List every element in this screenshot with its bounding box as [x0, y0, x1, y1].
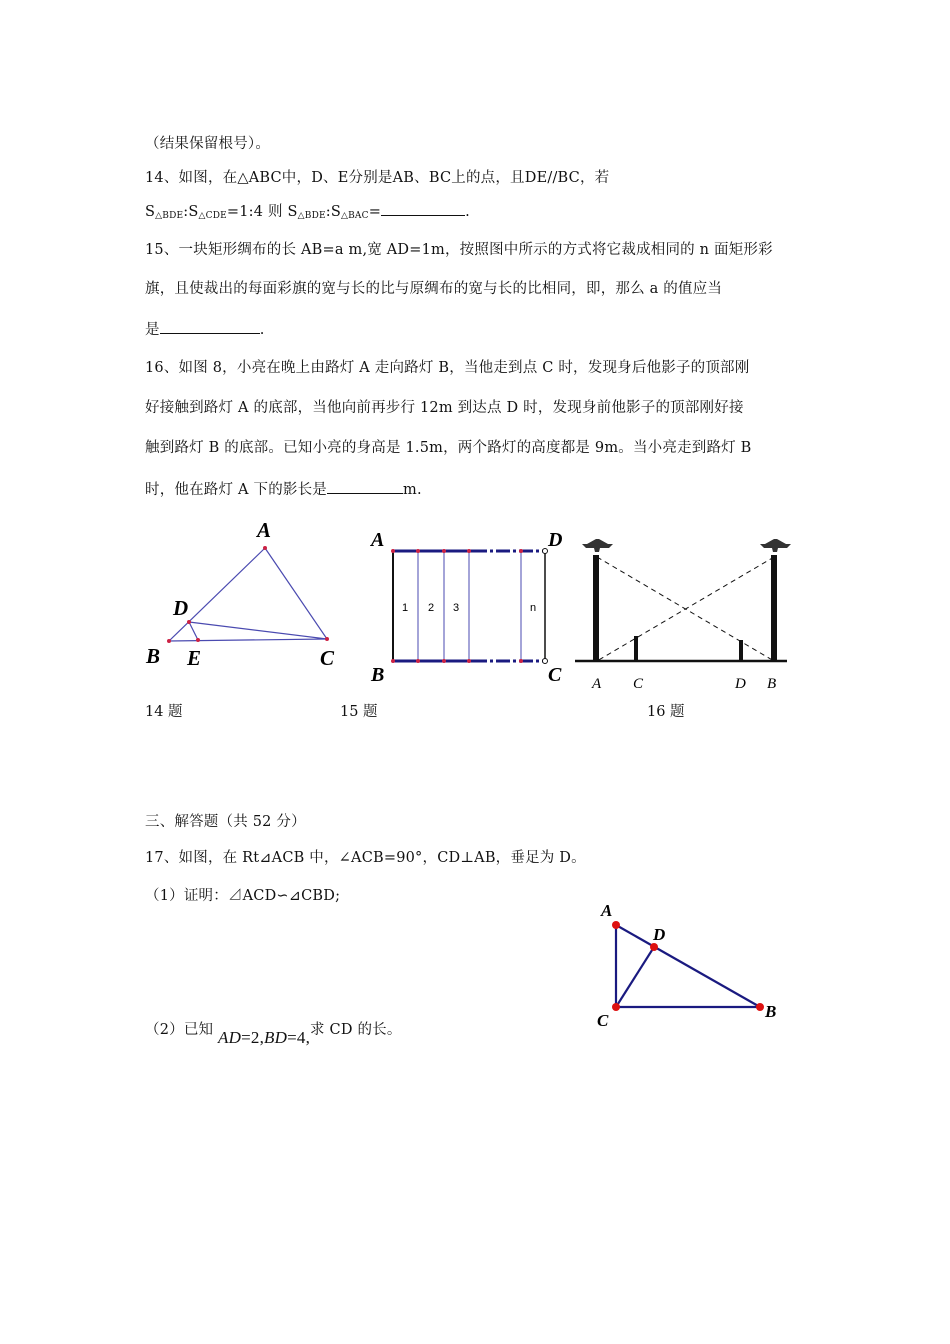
fig14-point-e [196, 638, 200, 642]
question-14-ratio: $S_{\triangle BDE}:S_{\triangle CDE}=1:4$ 则 $S_{\triangle BDE}:S_{\triangle BAC}=$ . [145, 200, 470, 221]
question-15-line2: 旗，且使裁出的每面彩旗的宽与长的比与原绸布的宽与长的比相同，即，那么 a 的值应当 [145, 281, 723, 297]
figure-14 [140, 515, 355, 675]
question-16-line2: 好接触到路灯 A 的底部，当他向前再步行 12m 到达点 D 时，发现身前他影子的顶部刚好接 [145, 400, 744, 416]
question-15-line3: 是 . [145, 318, 265, 339]
fig14-label-c: C [320, 646, 335, 670]
fig14-segment-dc [189, 622, 327, 639]
answer-blank-16 [327, 479, 403, 494]
question-16-line3: 触到路灯 B 的底部。已知小亮的身高是 1.5m，两个路灯的高度都是 9m。当小亮走到路灯 B [145, 440, 752, 456]
question-16-line1: 16、如图 8，小亮在晚上由路灯 A 走向路灯 B，当他走到点 C 时，发现身后他影子的顶部刚 [145, 360, 750, 376]
fig15-flag-n: n [530, 602, 537, 614]
fig14-label-e: E [187, 646, 202, 670]
fig15-flag-3: 3 [453, 602, 460, 614]
fig16-lamp-post-b [771, 555, 777, 661]
fig16-lamp-head-b [760, 539, 791, 552]
fig15-flag-2: 2 [428, 602, 435, 614]
fig17-point-c [612, 1003, 620, 1011]
fig16-lamp-head-a [582, 539, 613, 552]
fig14-segment-de [189, 622, 198, 640]
caption-15: 15 题 [340, 704, 378, 720]
line-result-note: （结果保留根号）。 [145, 136, 271, 152]
question-15-line1: 15、一块矩形绸布的长 AB=a m,宽 AD=1m，按照图中所示的方式将它裁成相同的 n 面矩形彩 [145, 242, 773, 258]
fig16-label-c: C [633, 676, 644, 692]
fig16-person-at-c [634, 636, 638, 661]
fig14-point-b [167, 639, 171, 643]
fig14-side-bc [169, 639, 327, 641]
fig15-label-c: C [548, 664, 562, 686]
question-17-part-1: （1）证明：⊿ACD∽⊿CBD; [145, 888, 341, 904]
fig14-side-ab [169, 548, 265, 641]
fig16-person-at-d [739, 640, 743, 661]
figure-16 [575, 530, 795, 695]
fig14-label-b: B [146, 644, 161, 668]
question-16-line4: 时，他在路灯 A 下的影长是 m. [145, 478, 422, 499]
fig17-side-ab [616, 925, 760, 1007]
fig17-point-d [650, 943, 658, 951]
fig17-point-b [756, 1003, 764, 1011]
fig14-point-c [325, 637, 329, 641]
caption-14: 14 题 [145, 704, 183, 720]
fig15-label-a: A [371, 529, 385, 551]
fig14-label-d: D [173, 596, 189, 620]
fig14-side-ac [265, 548, 327, 639]
section-3-heading: 三、解答题（共 52 分） [145, 814, 306, 830]
fig16-lamp-post-a [593, 555, 599, 661]
caption-16: 16 题 [647, 704, 685, 720]
question-14: 14、如图，在△ABC中，D、E分别是AB、BC上的点，且DE//BC，若 [145, 170, 610, 186]
fig16-label-d: D [735, 676, 746, 692]
fig15-label-b: B [371, 664, 385, 686]
fig17-label-b: B [765, 1002, 777, 1021]
figure-15 [365, 522, 575, 687]
question-17-part-2: （2）已知 AD=2,BD=4,求 CD 的长。 [145, 1022, 402, 1047]
fig16-label-a: A [592, 676, 602, 692]
fig17-point-a [612, 921, 620, 929]
answer-blank-14 [381, 201, 465, 216]
fig17-label-c: C [597, 1011, 609, 1030]
fig17-label-d: D [653, 925, 666, 944]
fig17-altitude-cd [616, 947, 654, 1007]
fig14-point-a [263, 546, 267, 550]
fig15-flag-1: 1 [402, 602, 409, 614]
figure-17 [590, 895, 790, 1040]
fig14-point-d [187, 620, 191, 624]
fig15-label-d: D [548, 529, 563, 551]
fig16-label-b: B [767, 676, 777, 692]
question-17: 17、如图，在 Rt⊿ACB 中，∠ACB=90°，CD⊥AB，垂足为 D。 [145, 850, 586, 866]
answer-blank-15 [160, 319, 260, 334]
fig17-label-a: A [601, 901, 613, 920]
fig14-label-a: A [257, 518, 272, 542]
